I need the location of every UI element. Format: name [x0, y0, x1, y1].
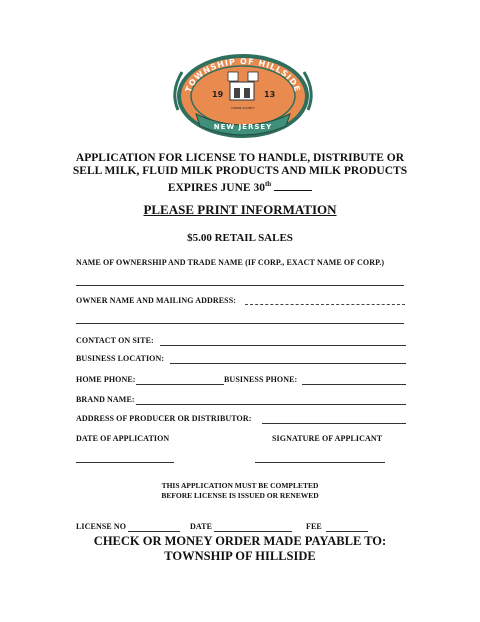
office-date-field-line[interactable]: [214, 531, 292, 532]
expires-year-blank[interactable]: [274, 190, 312, 191]
seal-small-text: UNION COUNTY: [231, 106, 255, 110]
seal-year-right: 13: [264, 90, 276, 99]
brand-name-label: BRAND NAME:: [76, 395, 135, 404]
business-location-field-line[interactable]: [170, 363, 406, 364]
header-line-1: APPLICATION FOR LICENSE TO HANDLE, DISTRIBUTE OR: [75, 152, 405, 164]
date-of-application-label: DATE OF APPLICATION: [76, 434, 170, 443]
signature-field-line[interactable]: [255, 462, 385, 463]
date-of-application-field-line[interactable]: [76, 462, 174, 463]
business-location-label: BUSINESS LOCATION:: [76, 354, 165, 363]
township-seal-logo: [168, 52, 318, 140]
home-phone-field-line[interactable]: [136, 384, 224, 385]
license-no-field-line[interactable]: [128, 531, 180, 532]
payable-line-2: TOWNSHIP OF HILLSIDE: [164, 549, 316, 563]
home-phone-label: HOME PHONE:: [76, 375, 136, 384]
owner-field-line[interactable]: [245, 304, 405, 305]
seal-banner-text: NEW JERSEY: [213, 123, 273, 131]
expires-text: EXPIRES JUNE 30: [167, 181, 265, 194]
please-print-heading: PLEASE PRINT INFORMATION: [143, 202, 337, 217]
header-line-3: [40, 178, 440, 195]
seal-building-icon: [230, 82, 254, 100]
producer-address-label: ADDRESS OF PRODUCER OR DISTRIBUTOR:: [76, 414, 252, 423]
ownership-label: NAME OF OWNERSHIP AND TRADE NAME (IF CORP., EXACT NAME OF CORP.): [76, 258, 385, 267]
fee-field-line[interactable]: [326, 531, 368, 532]
contact-field-line[interactable]: [160, 345, 406, 346]
business-phone-field-line[interactable]: [302, 384, 406, 385]
fee-label: FEE: [306, 522, 322, 531]
license-no-label: LICENSE NO: [76, 522, 127, 531]
seal-ring-text: TOWNSHIP OF HILLSIDE: [183, 56, 303, 94]
producer-address-field-line[interactable]: [262, 423, 406, 424]
seal-year-left: 19: [212, 90, 224, 99]
owner-label: OWNER NAME AND MAILING ADDRESS:: [76, 296, 237, 305]
signature-label: SIGNATURE OF APPLICANT: [272, 434, 383, 443]
note-line-1: THIS APPLICATION MUST BE COMPLETED: [161, 481, 319, 490]
owner-field-line-2[interactable]: [76, 323, 404, 324]
fee-title: $5.00 RETAIL SALES: [187, 232, 293, 244]
business-phone-label: BUSINESS PHONE:: [224, 375, 298, 384]
header-line-2: SELL MILK, FLUID MILK PRODUCTS AND MILK PRODUCTS: [72, 165, 408, 177]
payable-line-1: CHECK OR MONEY ORDER MADE PAYABLE TO:: [93, 534, 387, 548]
contact-label: CONTACT ON SITE:: [76, 336, 154, 345]
brand-name-field-line[interactable]: [136, 404, 406, 405]
ownership-field-line[interactable]: [76, 285, 404, 286]
note-line-2: BEFORE LICENSE IS ISSUED OR RENEWED: [161, 491, 319, 500]
expires-sup: th: [264, 180, 272, 188]
office-date-label: DATE: [190, 522, 213, 531]
